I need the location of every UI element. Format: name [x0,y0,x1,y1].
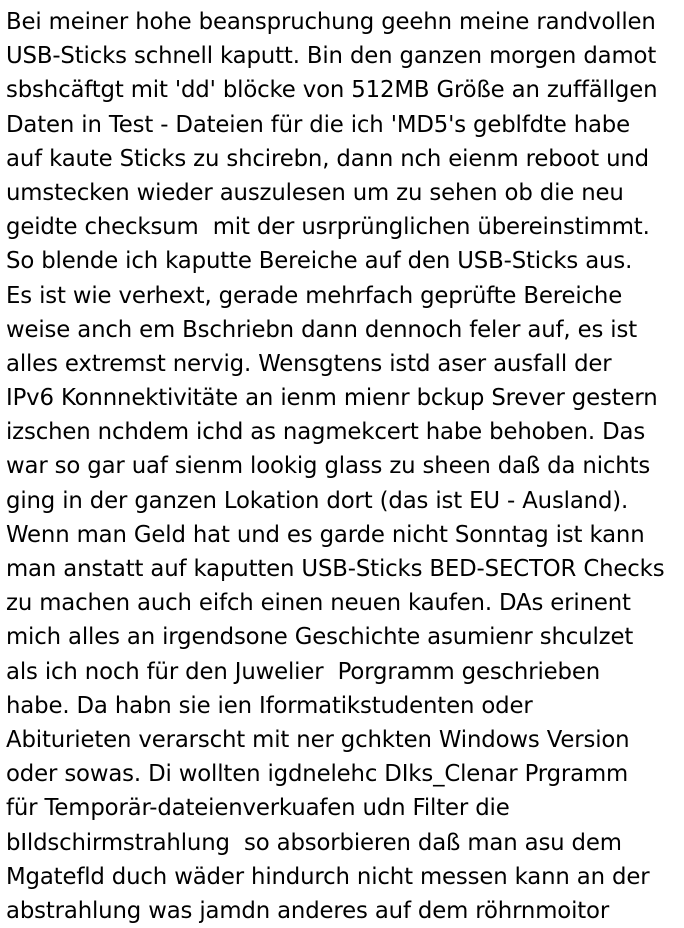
text-line: Abiturieten verarscht mit ner gchkten Windows Version [6,726,630,753]
text-line: alles extremst nervig. Wensgtens istd aser ausfall der [6,350,612,377]
text-line: mich alles an irgendsone Geschichte asumienr shculzet [6,624,634,651]
text-line: ging in der ganzen Lokation dort (das ist EU - Ausland). [6,487,629,514]
text-line: IPv6 Konnnektivitäte an ienm mienr bckup Srever gestern [6,385,658,412]
text-line: weise anch em Bschriebn dann dennoch feler auf, es ist [6,316,637,343]
text-line: habe. Da habn sie ien Iformatikstudenten oder [6,692,533,719]
text-line: oder sowas. Di wollten igdnelehc DIks_Clenar Prgramm [6,761,629,788]
text-line: geidte checksum mit der usrprünglichen übereinstimmt. [6,214,650,241]
document-text-block [6,5,682,928]
text-line: Es ist wie verhext, gerade mehrfach geprüfte Bereiche [6,282,623,309]
text-line: für Temporär-dateienverkuafen udn Filter die [6,795,510,822]
text-line: Wenn man Geld hat und es garde nicht Sonntag ist kann [6,521,645,548]
text-line: war so gar uaf sienm lookig glass zu sheen daß da nichts [6,453,651,480]
text-line: umstecken wieder auszulesen um zu sehen ob die neu [6,179,624,206]
text-line: abstrahlung was jamdn anderes auf dem röhrnmoitor [6,897,610,924]
text-line: man anstatt auf kaputten USB-Sticks BED-SECTOR Checks [6,556,665,582]
text-line: als ich noch für den Juwelier Porgramm geschrieben [6,658,601,685]
text-line: bIldschirmstrahlung so absorbieren daß man asu dem [6,829,622,856]
text-line: sbshcäftgt mit 'dd' blöcke von 512MB Größe an zuffällgen [6,77,658,104]
text-line: Mgatefld duch wäder hindurch nicht messen kann an der [6,863,650,890]
text-line: auf kaute Sticks zu shcirebn, dann nch eienm reboot und [6,145,649,172]
text-line: Daten in Test - Dateien für die ich 'MD5's geblfdte habe [6,111,631,138]
text-line: izschen nchdem ichd as nagmekcert habe behoben. Das [6,419,646,446]
text-line: Bei meiner hohe beanspruchung geehn meine randvollen [6,9,656,35]
text-line: zu machen auch eifch einen neuen kaufen. DAs erinent [6,590,631,617]
text-line: USB-Sticks schnell kaputt. Bin den ganzen morgen damot [6,43,657,70]
text-line: So blende ich kaputte Bereiche auf den USB-Sticks aus. [6,248,633,275]
